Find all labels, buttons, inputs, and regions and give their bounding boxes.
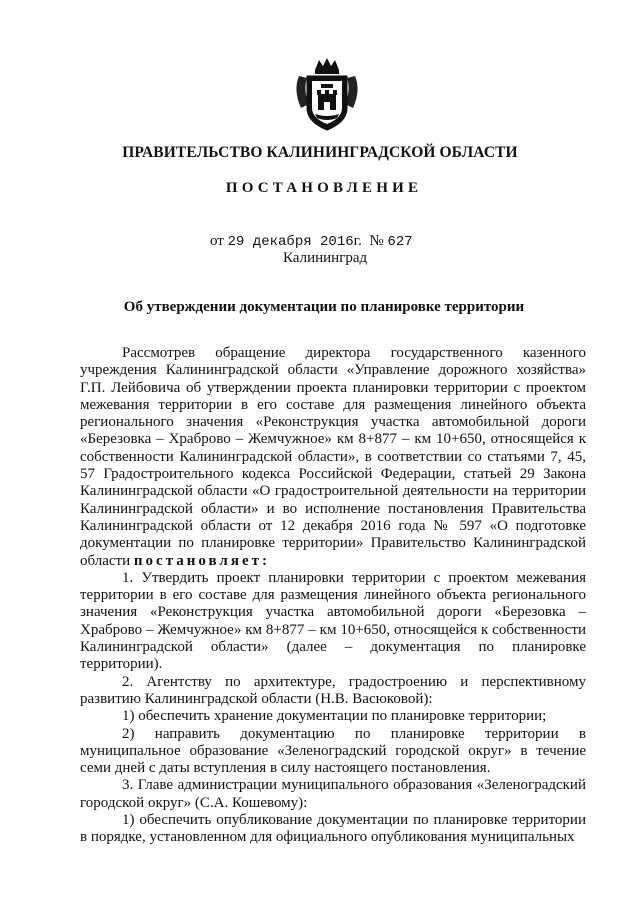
document-body <box>80 345 586 847</box>
date-value: 29 декабря 2016 <box>227 234 354 250</box>
item-2-2: 2) направить документацию по планировке территории в муниципальное образование «Зеленоградский городской округ» в течение семи дней с даты вступления в силу настоящего постановления. <box>80 725 586 777</box>
coat-of-arms-emblem <box>291 56 363 134</box>
resolves-word: постановляет: <box>133 552 270 569</box>
year-suffix: г. <box>353 233 362 249</box>
item-3: 3. Главе администрации муниципального образования «Зеленоградский городской округ» (С.А. Кошевому): <box>80 777 586 811</box>
document-subject: Об утверждении документации по планировке территории <box>123 299 525 315</box>
preamble-paragraph <box>80 345 586 570</box>
document-type: ПОСТАНОВЛЕНИЕ <box>225 180 423 196</box>
date-line <box>210 233 413 250</box>
item-2: 2. Агентству по архитектуре, градостроению и перспективному развитию Калининградской области (Н.В. Васюковой): <box>80 673 586 707</box>
preamble-text: Рассмотрев обращение директора государственного казенного учреждения Калининградской области «Управление дорожного хозяйства» Г.П. Лейбовича об утверждении проекта планировки территории с проектом межевания территории в его составе для размещения линейного объекта регионального значения «Реконструкция участка автомобильной дороги «Березовка – Храброво – Жемчужное» км 8+877 – км 10+650, относящейся к собственности Калининградской области», в соответствии со статьями 7, 45, 57 Градостроительного кодекса Российской Федерации, статьей 29 Закона Калининградской области «О градостроительной деятельности на территории Калининградской области» и во исполнение постановления Правительства Калининградской области от 12 декабря 2016 года № 597 «О подготовке документации по планировке территории» Правительство Калининградской области <box>80 345 586 569</box>
item-1: 1. Утвердить проект планировки территории с проектом межевания территории в его составе для размещения линейного объекта регионального значения «Реконструкция участка автомобильной дороги «Березовка – Храброво – Жемчужное» км 8+877 – км 10+650, относящейся к собственности Калининградской области» (далее – документация по планировке территории). <box>80 569 586 673</box>
item-3-1: 1) обеспечить опубликование документации по планировке территории в порядке, установленном для официального опубликования муниципальных <box>80 812 586 846</box>
city-name: Калининград <box>283 250 368 266</box>
government-title: ПРАВИТЕЛЬСТВО КАЛИНИНГРАДСКОЙ ОБЛАСТИ <box>122 144 518 161</box>
document-number: 627 <box>387 234 413 250</box>
number-sign: № <box>369 233 384 249</box>
item-2-1: 1) обеспечить хранение документации по планировке территории; <box>122 708 547 725</box>
date-prefix: от <box>210 233 224 249</box>
